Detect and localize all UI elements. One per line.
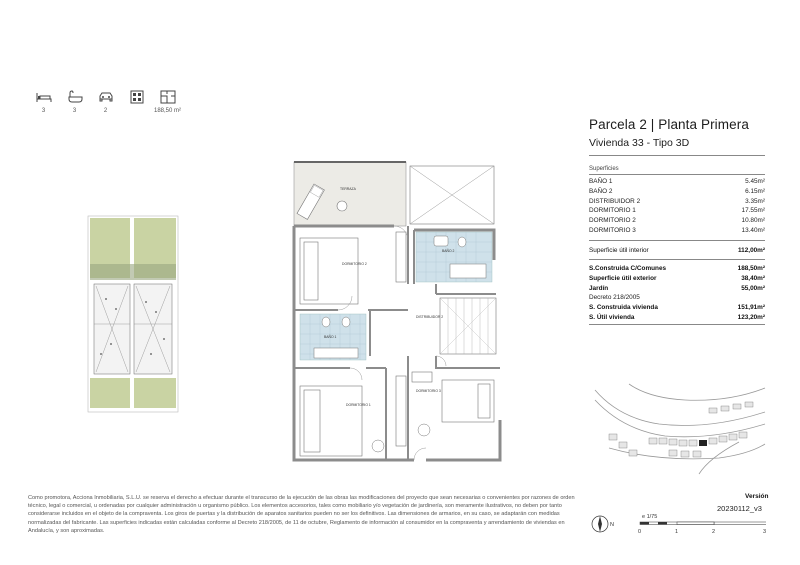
table-row (589, 177, 765, 187)
north-compass-icon (592, 516, 608, 532)
floor-plan (290, 160, 502, 468)
table-row (589, 216, 765, 226)
summary-icons (28, 90, 183, 114)
summary-label: Decreto 218/2005 (589, 294, 640, 302)
room-name: DORMITORIO 1 (589, 207, 636, 215)
area-value: 188,50 m² (153, 108, 181, 114)
interior-total-value: 112,00m² (737, 247, 765, 254)
dorm-2-label: DORMITORIO 2 (342, 262, 367, 266)
summary-value: 38,40m² (741, 274, 765, 282)
version-label: Versión (745, 493, 769, 500)
bed-icon (36, 90, 52, 104)
summary-value: 123,20m² (737, 313, 765, 321)
table-row (589, 187, 765, 197)
room-area: 3.35m² (745, 197, 765, 205)
room-name: DISTRIBUIDOR 2 (589, 197, 641, 205)
summary-bottom-divider (589, 324, 765, 325)
compass-label: N (610, 522, 614, 528)
summary-label: S.Construida C/Comunes (589, 265, 667, 272)
table-row (589, 274, 765, 284)
interior-total-label: Superficie útil interior (589, 247, 649, 254)
scale-tick: 3 (763, 529, 767, 535)
summary-label: Jardín (589, 284, 609, 292)
table-row (589, 293, 765, 303)
room-name: BAÑO 2 (589, 187, 613, 195)
interior-total-row (589, 246, 765, 256)
surfaces-heading: Superficies (589, 166, 619, 172)
site-location-map (589, 378, 767, 478)
legal-disclaimer: Como promotora, Acciona Inmobiliaria, S.L.U. se reserva el derecho a efectuar durante el transcurso de la ejecución de las obras las modificaciones del proyecto que sean necesarias o convenientes por razones de orden técnico, legal o comercial, u ordenadas por cualquier administración u organismo público. Los elementos accesorios, tales como mobiliario y/o vegetación de jardinería, son meramente ilustrativos, no deben por tanto considerarse incluidos en el objeto de la compraventa. Los giros de puertas y la distribución de aparatos sanitarios pueden no ser los definitivos. Las dimensiones de armarios, en su caso, se adaptarán con medidas normalizadas del fabricante. Las superficies indicadas están calculadas conforme al Decreto 218/2005, de 11 de octubre, Reglamento de información al consumidor en la compraventa y arrendamiento de viviendas en Andalucía, y son aproximadas. (28, 495, 575, 534)
table-row (589, 264, 765, 274)
car-icon (98, 90, 114, 104)
room-area: 17.55m² (741, 207, 765, 215)
room-name: DORMITORIO 3 (589, 226, 636, 234)
bedrooms-value: 3 (41, 108, 46, 114)
version-value: 20230112_v3 (717, 504, 762, 513)
dorm-3-label: DORMITORIO 3 (416, 389, 441, 393)
terrace-label: TERRAZA (340, 187, 356, 191)
summary-divider (589, 259, 765, 260)
distributor-label: DISTRIBUIDOR 2 (416, 315, 444, 319)
summary-value: 188,50m² (737, 265, 765, 272)
solar-panel-icon (129, 90, 145, 104)
room-name: BAÑO 1 (589, 178, 613, 185)
scale-tick: 1 (675, 529, 679, 535)
page-subtitle: Vivienda 33 - Tipo 3D (589, 137, 690, 149)
room-area: 10.80m² (741, 217, 765, 225)
summary-label: S. Construida vivienda (589, 304, 658, 312)
table-row (589, 313, 765, 323)
room-area: 6.15m² (745, 187, 765, 195)
title-divider (589, 155, 765, 156)
parking-value: 2 (103, 108, 108, 114)
scale-ratio: e 1/75 (642, 514, 658, 520)
summary-value: 55,00m² (741, 284, 765, 292)
table-row (589, 284, 765, 294)
scale-tick: 0 (638, 529, 642, 535)
area-stat (152, 90, 183, 114)
room-areas-table (589, 177, 765, 236)
room-area: 13.40m² (741, 226, 765, 234)
summary-table (589, 264, 765, 323)
parking-stat (90, 90, 121, 114)
page-title: Parcela 2 | Planta Primera (589, 117, 749, 132)
solar-stat (121, 90, 152, 114)
table-row (589, 197, 765, 207)
surfaces-divider (589, 174, 765, 175)
summary-value: 151,91m² (737, 304, 765, 312)
scale-and-compass (588, 512, 768, 542)
unit-location-marker (699, 440, 707, 446)
bath-2-label: BAÑO 2 (442, 249, 455, 253)
bathrooms-value: 3 (72, 108, 77, 114)
summary-label: S. Útil vivienda (589, 313, 635, 321)
scale-tick: 2 (712, 529, 716, 535)
interior-divider (589, 240, 765, 241)
room-area: 5.45m² (745, 178, 765, 185)
table-row (589, 303, 765, 313)
floor-plan-area-icon (160, 90, 176, 104)
summary-label: Superficie útil exterior (589, 274, 657, 282)
bathtub-icon (67, 90, 83, 104)
dorm-1-label: DORMITORIO 1 (346, 403, 371, 407)
room-name: DORMITORIO 2 (589, 217, 636, 225)
key-plan (86, 214, 180, 414)
scale-bar (640, 522, 766, 525)
table-row (589, 226, 765, 236)
bathrooms-stat (59, 90, 90, 114)
bath-1-label: BAÑO 1 (324, 335, 337, 339)
table-row (589, 206, 765, 216)
bedrooms-stat (28, 90, 59, 114)
